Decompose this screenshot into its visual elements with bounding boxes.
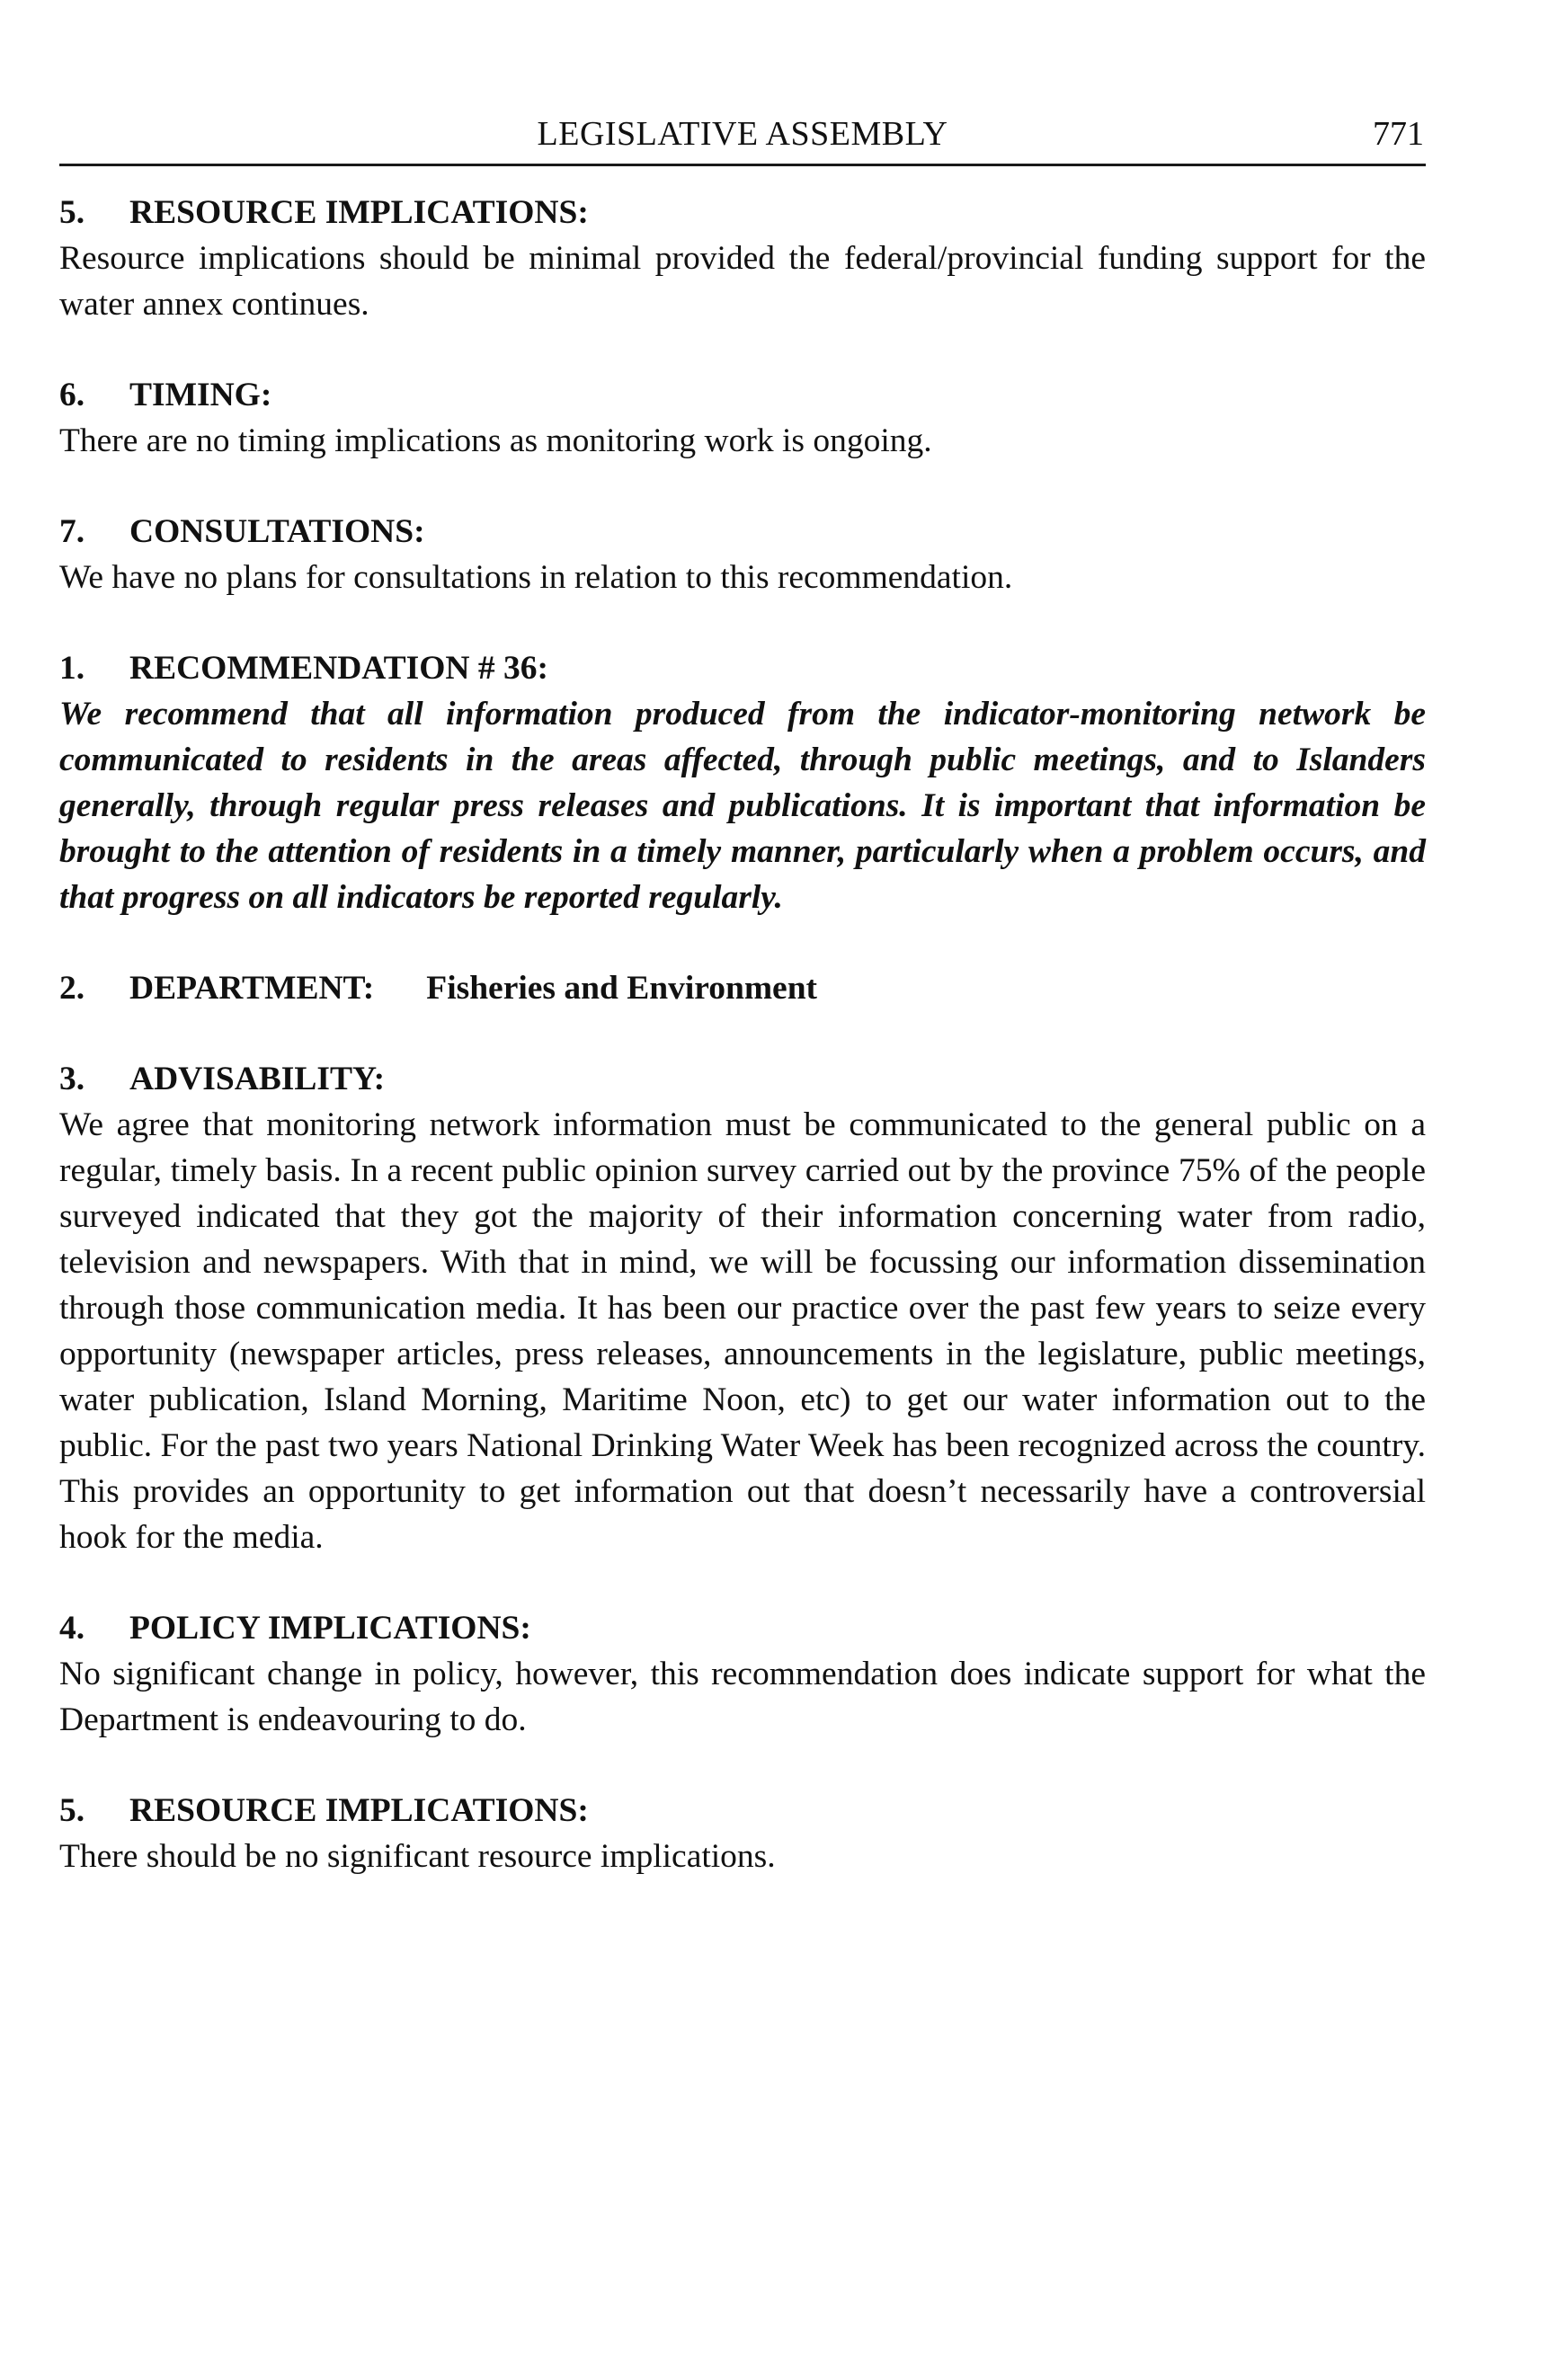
section-body: There should be no significant resource implications. <box>59 1838 776 1875</box>
section-heading-text: CONSULTATIONS: <box>129 513 425 550</box>
section-policy-implications <box>59 1605 1426 1743</box>
section-heading-text: RESOURCE IMPLICATIONS: <box>129 194 589 231</box>
page-number: 771 <box>1373 115 1424 153</box>
section-heading-text: ADVISABILITY: <box>129 1061 386 1097</box>
section-heading-text: RESOURCE IMPLICATIONS: <box>129 1792 589 1829</box>
section-heading <box>59 645 1426 691</box>
section-heading-text: POLICY IMPLICATIONS: <box>129 1610 531 1647</box>
page-content <box>59 190 1426 1879</box>
section-heading-text: TIMING: <box>129 377 272 413</box>
section-resource-implications <box>59 190 1426 327</box>
section-resource-implications-2 <box>59 1788 1426 1879</box>
section-body: We agree that monitoring network information must be communicated to the general public on a regular, timely basis. In a recent public opinion survey carried out by the province 75% of the people surveyed indicated that they got the majority of their information concerning water from radio, television and newspapers. With that in mind, we will be focussing our information dissemination through those communication media. It has been our practice over the past few years to seize every opportunity (newspaper articles, press releases, announcements in the legislature, public meetings, water publication, Island Morning, Maritime Noon, etc) to get our water information out to the public. For the past two years National Drinking Water Week has been recognized across the country. This provides an opportunity to get information out that doesn’t necessarily have a controversial hook for the media. <box>59 1106 1426 1556</box>
recommendation-text: We recommend that all information produced from the indicator-monitoring network be communicated to residents in the areas affected, through public meetings, and to Islanders generally, through regular press releases and publications. It is important that information be brought to the attention of residents in a timely manner, particularly when a problem occurs, and that progress on all indicators be reported regularly. <box>59 696 1426 916</box>
section-heading <box>59 509 1426 555</box>
department-name: Fisheries and Environment <box>426 970 818 1007</box>
section-consultations <box>59 509 1426 600</box>
section-advisability <box>59 1056 1426 1560</box>
running-header-title: LEGISLATIVE ASSEMBLY <box>537 115 948 153</box>
section-body: No significant change in policy, however, this recommendation does indicate support for what the Department is endeavouring to do. <box>59 1656 1426 1738</box>
section-heading <box>59 1056 1426 1102</box>
section-department <box>59 965 1426 1011</box>
section-heading <box>59 1788 1426 1834</box>
section-number: 7. <box>59 513 85 550</box>
running-header <box>59 111 1426 166</box>
section-recommendation <box>59 645 1426 920</box>
section-number: 5. <box>59 194 85 231</box>
section-heading <box>59 190 1426 235</box>
section-number: 4. <box>59 1610 85 1647</box>
document-page <box>59 111 1426 1924</box>
section-timing <box>59 372 1426 464</box>
section-heading <box>59 1605 1426 1651</box>
section-number: 1. <box>59 650 85 687</box>
section-body: There are no timing implications as monitoring work is ongoing. <box>59 422 932 459</box>
section-number: 6. <box>59 377 85 413</box>
section-number: 2. <box>59 970 85 1007</box>
section-number: 3. <box>59 1061 85 1097</box>
section-heading-text: DEPARTMENT: <box>129 970 375 1007</box>
section-heading <box>59 372 1426 418</box>
section-heading-text: RECOMMENDATION # 36: <box>129 650 548 687</box>
section-body: Resource implications should be minimal provided the federal/provincial funding support for the water annex continues. <box>59 240 1426 323</box>
section-number: 5. <box>59 1792 85 1829</box>
section-heading <box>59 965 1426 1011</box>
section-body: We have no plans for consultations in relation to this recommendation. <box>59 559 1013 596</box>
